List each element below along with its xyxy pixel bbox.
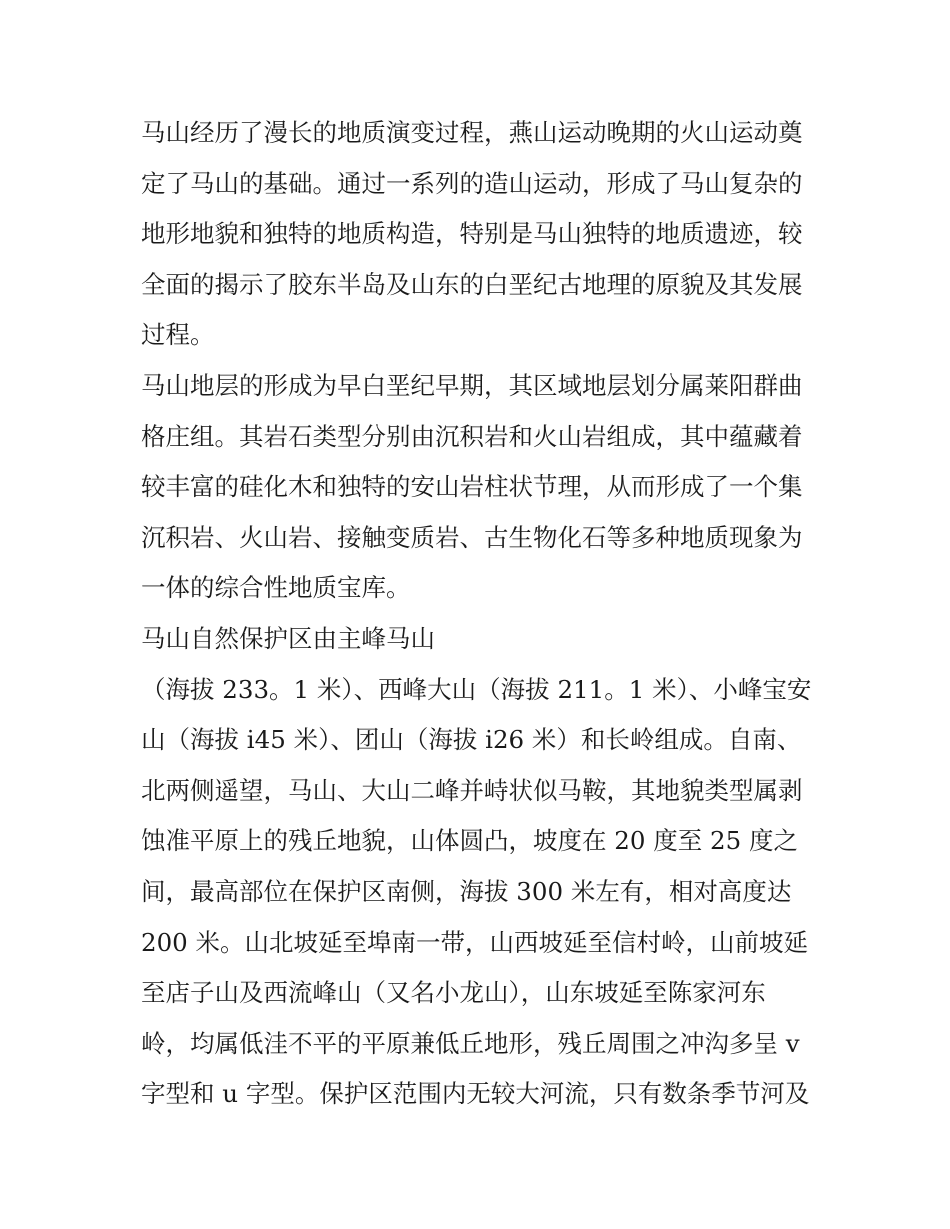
text-line: 至店子山及西流峰山（又名小龙山），山东坡延至陈家河东 (141, 978, 766, 1008)
text-line: 全面的揭示了胶东半岛及山东的白垩纪古地理的原貌及其发展 (141, 269, 803, 299)
text-line: 过程。 (141, 320, 215, 350)
text-line: 马山自然保护区由主峰马山 (141, 623, 435, 653)
text-line: 较丰富的硅化木和独特的安山岩柱状节理，从而形成了一个集 (141, 472, 803, 502)
text-line: 一体的综合性地质宝库。 (141, 573, 411, 603)
document-body (141, 108, 821, 1120)
text-line: 200 米。山北坡延至埠南一带，山西坡延至信村岭，山前坡延 (141, 927, 809, 957)
text-line: 蚀准平原上的残丘地貌，山体圆凸，坡度在 20 度至 25 度之 (141, 826, 798, 856)
text-line: 山（海拔 i45 米）、团山（海拔 i26 米）和长岭组成。自南、 (141, 725, 802, 755)
text-line: 马山地层的形成为早白垩纪早期，其区域地层划分属莱阳群曲 (141, 370, 803, 400)
text-line: 北两侧遥望，马山、大山二峰并峙状似马鞍，其地貌类型属剥 (141, 775, 803, 805)
text-line: 马山经历了漫长的地质演变过程，燕山运动晚期的火山运动奠 (141, 118, 803, 147)
text-line: 地形地貌和独特的地质构造，特别是马山独特的地质遗迹，较 (141, 219, 803, 249)
text-line: 沉积岩、火山岩、接触变质岩、古生物化石等多种地质现象为 (141, 522, 803, 552)
text-line: 岭，均属低洼不平的平原兼低丘地形，残丘周围之冲沟多呈 v (141, 1028, 800, 1058)
text-line: （海拔 233。1 米）、西峰大山（海拔 211。1 米）、小峰宝安 (141, 674, 812, 704)
text-line: 间，最高部位在保护区南侧，海拔 300 米左有，相对高度达 (141, 876, 792, 906)
text-line: 格庄组。其岩石类型分别由沉积岩和火山岩组成，其中蕴藏着 (141, 421, 803, 451)
text-line: 定了马山的基础。通过一系列的造山运动，形成了马山复杂的 (141, 168, 803, 198)
text-line: 字型和 u 字型。保护区范围内无较大河流，只有数条季节河及 (141, 1079, 810, 1109)
